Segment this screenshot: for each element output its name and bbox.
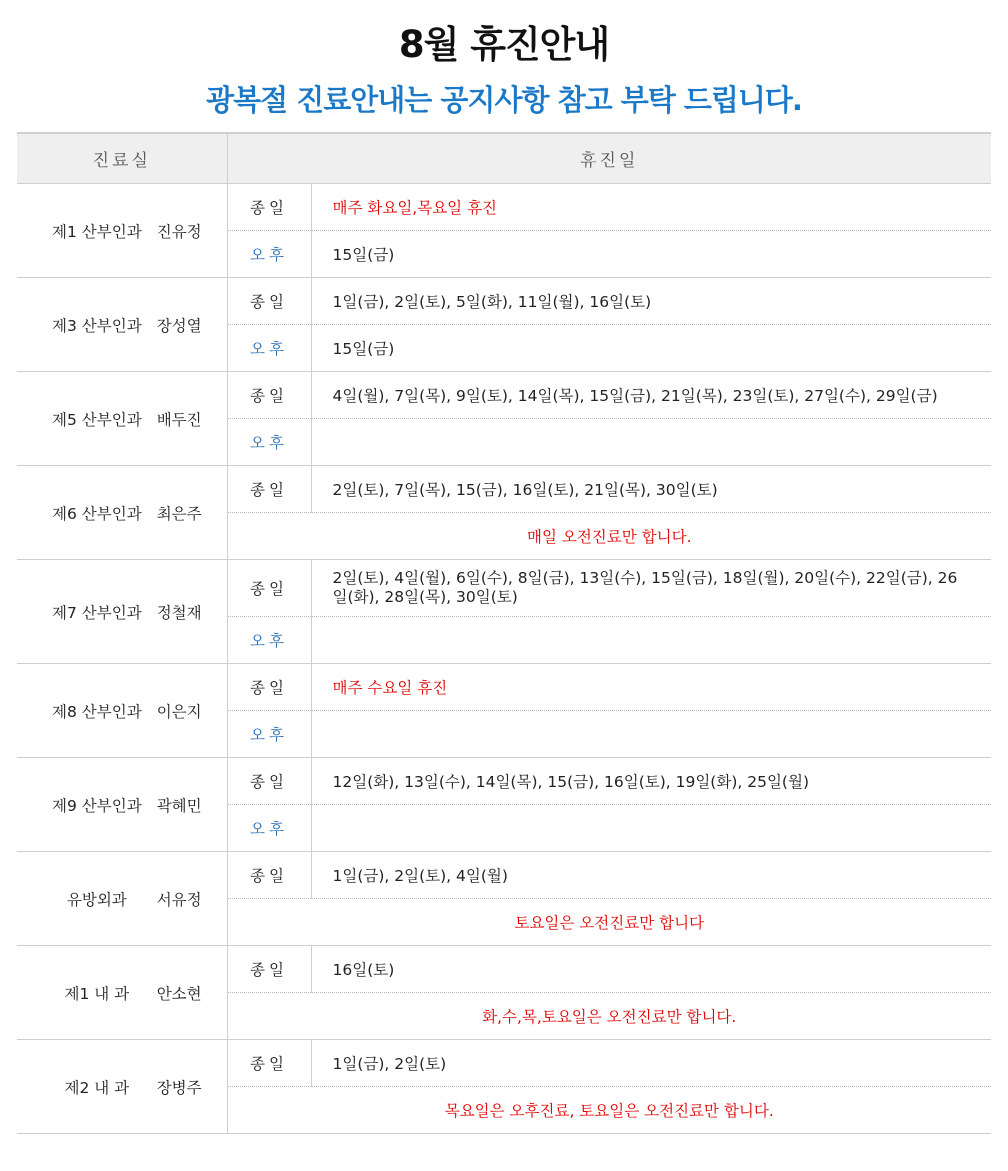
doctor-name: 곽혜민 <box>156 796 202 815</box>
dept-name: 제1 산부인과 <box>52 222 142 241</box>
pm-dates: 15일(금) <box>311 231 991 278</box>
dept-cell <box>17 758 227 852</box>
full-day-dates: 1일(금), 2일(토) <box>311 1040 991 1087</box>
dept-name: 유방외과 <box>66 890 127 909</box>
full-day-dates: 2일(토), 7일(목), 15(금), 16일(토), 21일(목), 30일(토) <box>311 466 991 513</box>
pm-dates <box>311 419 991 466</box>
doctor-name: 서유정 <box>156 890 202 909</box>
page-title: 8월 휴진안내 <box>398 23 610 66</box>
dept-cell <box>17 466 227 560</box>
clinic-note: 토요일은 오전진료만 합니다 <box>227 899 991 946</box>
doctor-name: 배두진 <box>156 410 202 429</box>
dept-name: 제1 내 과 <box>64 984 130 1003</box>
full-day-label: 종일 <box>227 946 311 993</box>
pm-label: 오후 <box>227 419 311 466</box>
dept-name: 제5 산부인과 <box>52 410 142 429</box>
dept-cell <box>17 1040 227 1134</box>
page-subtitle: 광복절 진료안내는 공지사항 참고 부탁 드립니다. <box>206 83 802 117</box>
full-day-label: 종일 <box>227 184 311 231</box>
doctor-name: 정철재 <box>156 603 202 622</box>
dept-name: 제8 산부인과 <box>52 702 142 721</box>
full-day-dates: 4일(월), 7일(목), 9일(토), 14일(목), 15일(금), 21일(목), 23일(토), 27일(수), 29일(금) <box>311 372 991 419</box>
doctor-name: 장성열 <box>156 316 202 335</box>
full-day-dates: 매주 화요일,목요일 휴진 <box>311 184 991 231</box>
table-row <box>17 560 991 617</box>
dept-name: 제6 산부인과 <box>52 504 142 523</box>
table-row <box>17 758 991 805</box>
table-row <box>17 852 991 899</box>
table-row <box>17 466 991 513</box>
dept-cell <box>17 852 227 946</box>
closure-table <box>17 132 991 1134</box>
full-day-dates: 1일(금), 2일(토), 4일(월) <box>311 852 991 899</box>
dept-cell <box>17 278 227 372</box>
pm-label: 오후 <box>227 805 311 852</box>
pm-dates: 15일(금) <box>311 325 991 372</box>
full-day-label: 종일 <box>227 758 311 805</box>
pm-dates <box>311 805 991 852</box>
table-header-row <box>17 133 991 184</box>
pm-label: 오후 <box>227 231 311 278</box>
dept-name: 제7 산부인과 <box>52 603 142 622</box>
pm-dates <box>311 711 991 758</box>
full-day-dates: 1일(금), 2일(토), 5일(화), 11일(월), 16일(토) <box>311 278 991 325</box>
full-day-dates: 2일(토), 4일(월), 6일(수), 8일(금), 13일(수), 15일(금), 18일(월), 20일(수), 22일(금), 26일(화), 28일(목), 30일(토) <box>311 560 991 617</box>
dept-name: 제9 산부인과 <box>52 796 142 815</box>
dept-name: 제2 내 과 <box>64 1078 130 1097</box>
full-day-dates: 12일(화), 13일(수), 14일(목), 15(금), 16일(토), 19일(화), 25일(월) <box>311 758 991 805</box>
clinic-note: 화,수,목,토요일은 오전진료만 합니다. <box>227 993 991 1040</box>
full-day-label: 종일 <box>227 278 311 325</box>
table-row <box>17 278 991 325</box>
doctor-name: 최은주 <box>156 504 202 523</box>
pm-label: 오후 <box>227 711 311 758</box>
dept-cell <box>17 560 227 664</box>
dept-cell <box>17 946 227 1040</box>
dept-cell <box>17 664 227 758</box>
full-day-label: 종일 <box>227 1040 311 1087</box>
dept-name: 제3 산부인과 <box>52 316 142 335</box>
table-row <box>17 946 991 993</box>
pm-dates <box>311 617 991 664</box>
full-day-label: 종일 <box>227 852 311 899</box>
table-row <box>17 1040 991 1087</box>
dept-cell <box>17 184 227 278</box>
doctor-name: 장병주 <box>156 1078 202 1097</box>
table-row <box>17 372 991 419</box>
pm-label: 오후 <box>227 617 311 664</box>
header-dept: 진료실 <box>17 133 227 184</box>
pm-label: 오후 <box>227 325 311 372</box>
header-days: 휴진일 <box>227 133 991 184</box>
clinic-note: 매일 오전진료만 합니다. <box>227 513 991 560</box>
full-day-dates: 16일(토) <box>311 946 991 993</box>
doctor-name: 이은지 <box>156 702 202 721</box>
table-row <box>17 184 991 231</box>
clinic-note: 목요일은 오후진료, 토요일은 오전진료만 합니다. <box>227 1087 991 1134</box>
doctor-name: 안소현 <box>156 984 202 1003</box>
full-day-label: 종일 <box>227 664 311 711</box>
doctor-name: 진유정 <box>156 222 202 241</box>
table-row <box>17 664 991 711</box>
dept-cell <box>17 372 227 466</box>
full-day-label: 종일 <box>227 372 311 419</box>
full-day-label: 종일 <box>227 466 311 513</box>
full-day-label: 종일 <box>227 560 311 617</box>
full-day-dates: 매주 수요일 휴진 <box>311 664 991 711</box>
